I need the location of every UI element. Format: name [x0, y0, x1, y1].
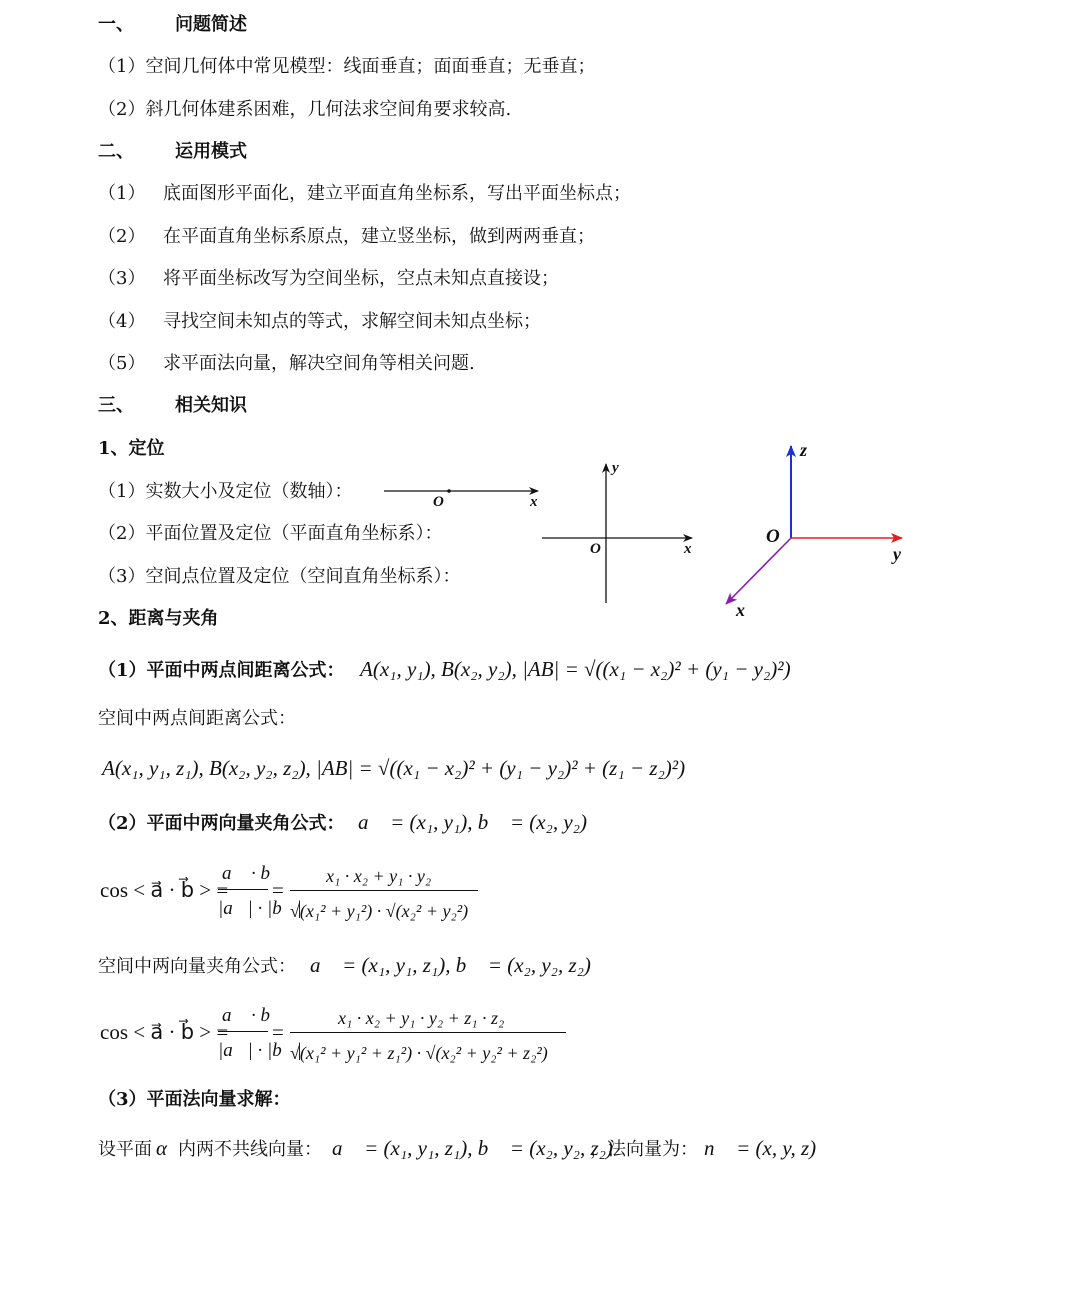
space-coordinate-diagram — [726, 446, 902, 604]
positioning-heading: 1、定位 — [98, 438, 165, 459]
distance-heading: 2、距离与夹角 — [98, 608, 219, 629]
step-1-number: （1） — [98, 183, 146, 204]
space-x-label: x — [736, 600, 745, 620]
plane-frac-bar-2 — [290, 890, 478, 891]
section-2-title: 运用模式 — [175, 141, 247, 162]
section-1-title: 问题简述 — [175, 14, 247, 35]
space-equals-sign: = — [272, 1020, 284, 1044]
space-origin-label: O — [766, 526, 780, 547]
plane-equals-sign: = — [272, 878, 284, 902]
section-2-number: 二、 — [98, 141, 134, 162]
normal-line-post: ，法向量为： — [590, 1139, 698, 1160]
plane-origin-label: O — [590, 541, 601, 557]
number-line-x-label: x — [530, 494, 538, 510]
step-1-text: 底面图形平面化，建立平面直角坐标系，写出平面坐标点； — [163, 183, 631, 204]
plane-cos-left: cos < a⃗ · b⃗ > = — [100, 878, 229, 902]
plane-distance-formula: A(x₁, y₁), B(x₂, y₂), |AB| = √((x₁ − x₂)² + (y₁ − y₂)²) — [360, 657, 791, 681]
step-5-number: （5） — [98, 353, 146, 374]
section-3-title: 相关知识 — [175, 395, 247, 416]
plane-frac-bar-1 — [218, 889, 268, 890]
plane-coordinate-diagram — [542, 464, 692, 603]
space-distance-label: 空间中两点间距离公式： — [98, 708, 296, 729]
section-1-number: 一、 — [98, 14, 134, 35]
space-angle-vectors: a⃗ = (x₁, y₁, z₁), b⃗ = (x₂, y₂, z₂) — [310, 953, 591, 977]
space-frac-bar-2 — [290, 1032, 566, 1033]
number-line-diagram — [384, 489, 538, 493]
step-5-text: 求平面法向量，解决空间角等相关问题. — [163, 353, 475, 374]
step-4-text: 寻找空间未知点的等式，求解空间未知点坐标； — [163, 311, 541, 332]
problem-item-2: （2）斜几何体建系困难，几何法求空间角要求较高. — [98, 99, 512, 120]
section-3-number: 三、 — [98, 395, 134, 416]
step-4-number: （4） — [98, 311, 146, 332]
plane-angle-vectors: a⃗ = (x₁, y₁), b⃗ = (x₂, y₂) — [358, 810, 587, 834]
positioning-item-1: （1）实数大小及定位（数轴）： — [98, 481, 353, 502]
plane-frac-numerator: a⃗ · b⃗ — [222, 863, 285, 884]
step-2-number: （2） — [98, 226, 146, 247]
plane-y-label: y — [612, 460, 619, 476]
positioning-item-2: （2）平面位置及定位（平面直角坐标系）： — [98, 523, 443, 544]
normal-line-pre: 设平面 — [98, 1139, 152, 1160]
number-line-origin-dot — [447, 489, 451, 493]
space-frac-numerator: a⃗ · b⃗ — [222, 1005, 285, 1026]
plane-cos-numerator: x₁ · x₂ + y₁ · y₂ — [326, 866, 432, 886]
step-3-text: 将平面坐标改写为空间坐标，空点未知点直接设； — [163, 268, 559, 289]
plane-cos-denominator: √(x₁² + y₁²) · √(x₂² + y₂²) — [290, 901, 469, 921]
space-cos-left: cos < a⃗ · b⃗ > = — [100, 1020, 229, 1044]
step-3-number: （3） — [98, 268, 146, 289]
space-frac-bar-1 — [218, 1031, 268, 1032]
normal-vectors: a⃗ = (x₁, y₁, z₁), b⃗ = (x₂, y₂, z₂) — [332, 1136, 613, 1160]
space-frac-denominator: |a⃗| · |b⃗| — [218, 1040, 302, 1061]
space-distance-formula: A(x₁, y₁, z₁), B(x₂, y₂, z₂), |AB| = √((x₁ − x₂)² + (y₁ − y₂)² + (z₁ − z₂)²) — [102, 756, 686, 780]
space-z-label: z — [800, 440, 808, 460]
normal-n-vector: n⃗ = (x, y, z) — [704, 1136, 817, 1160]
space-cos-numerator: x₁ · x₂ + y₁ · y₂ + z₁ · z₂ — [338, 1008, 505, 1028]
space-angle-label: 空间中两向量夹角公式： — [98, 956, 296, 977]
number-line-origin-label: O — [433, 494, 444, 510]
space-x-axis — [726, 538, 791, 604]
space-cos-denominator: √(x₁² + y₁² + z₁²) · √(x₂² + y₂² + z₂²) — [290, 1043, 548, 1063]
normal-line-mid: 内两不共线向量： — [178, 1139, 322, 1160]
plane-frac-denominator: |a⃗| · |b⃗| — [218, 898, 302, 919]
normal-alpha: α — [156, 1136, 168, 1160]
problem-item-1: （1）空间几何体中常见模型：线面垂直；面面垂直；无垂直； — [98, 56, 596, 77]
step-2-text: 在平面直角坐标系原点，建立竖坐标，做到两两垂直； — [163, 226, 595, 247]
space-y-label: y — [893, 544, 901, 564]
normal-vector-heading: （3）平面法向量求解： — [98, 1089, 291, 1110]
plane-x-label: x — [684, 541, 692, 557]
positioning-item-3: （3）空间点位置及定位（空间直角坐标系）： — [98, 566, 461, 587]
plane-angle-label: （2）平面中两向量夹角公式： — [98, 813, 345, 834]
plane-distance-label: （1）平面中两点间距离公式： — [98, 660, 345, 681]
